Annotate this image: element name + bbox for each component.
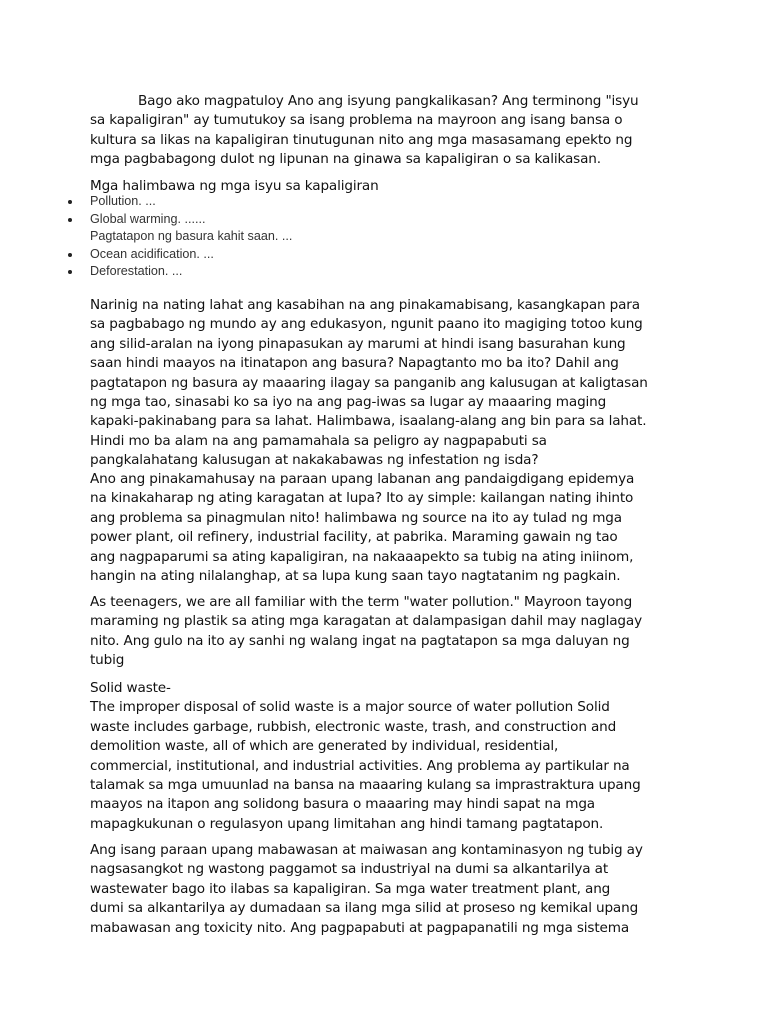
list-item: Pagtatapon ng basura kahit saan. ... [90, 229, 293, 244]
text-line: ang silid-aralan na iyong pinapasukan ay marumi at hindi isang basurahan kung [90, 335, 626, 352]
text-line: tubig [90, 652, 125, 669]
examples-heading: Mga halimbawa ng mga isyu sa kapaligiran [90, 178, 379, 194]
text-line: kultura sa likas na kapaligiran tinutugunan nito ang mga masasamang epekto ng [90, 131, 633, 148]
text-line: Ano ang pinakamahusay na paraan upang labanan ang pandaigdigang epidemya [90, 471, 635, 487]
text-line: mga pagbabagong dulot ng lipunan na ginawa sa kapaligiran o sa kalikasan. [90, 151, 601, 168]
bullet-icon [68, 270, 72, 274]
text-line: sa pagbabago ng mundo ay ang edukasyon, ngunit paano ito magiging totoo kung [90, 316, 643, 333]
examples-list [66, 193, 666, 281]
text-line: ang nagpaparumi sa ating kapaligiran, na nakaaapekto sa tubig na ating iniinom, [90, 548, 634, 565]
text-line: maayos na itapon ang solidong basura o maaaring may hindi sapat na mga [90, 796, 595, 813]
bullet-icon [68, 218, 72, 222]
solid-waste-paragraph [90, 679, 690, 834]
text-line: mapagkukunan o regulasyon upang limitahan ang hindi tamang pagtatapon. [90, 815, 604, 832]
bullet-icon [68, 253, 72, 257]
text-line: Solid waste- [90, 680, 171, 696]
text-line: Bago ako magpatuloy Ano ang isyung pangkalikasan? Ang terminong "isyu [138, 93, 639, 109]
text-line: Narinig na nating lahat ang kasabihan na ang pinakamabisang, kasangkapan para [90, 297, 640, 313]
text-line: As teenagers, we are all familiar with the term "water pollution." Mayroon tayong [90, 594, 633, 610]
list-item: Global warming. ...... [66, 211, 666, 229]
text-line: The improper disposal of solid waste is a major source of water pollution Solid [90, 699, 610, 716]
text-line: na kinakaharap ng ating karagatan at lupa? Ito ay simple: kailangan nating ihinto [90, 490, 634, 507]
text-line: demolition waste, all of which are generated by individual, residential, [90, 738, 559, 755]
text-line: saan hindi maayos na itinatapon ang basura? Napagtanto mo ba ito? Dahil ang [90, 355, 619, 372]
epidemic-paragraph [90, 470, 690, 586]
text-line: talamak sa mga umuunlad na bansa na maaaring kulang sa imprastraktura upang [90, 777, 641, 794]
text-line: mabawasan ang toxicity nito. Ang pagpapabuti at pagpapanatili ng mga sistema [90, 919, 630, 936]
text-line: wastewater bago ito ilabas sa kapaligiran. Sa mga water treatment plant, ang [90, 880, 611, 897]
list-item: Pollution. ... [66, 193, 666, 211]
text-line: commercial, institutional, and industrial activities. Ang problema ay partikular na [90, 757, 630, 774]
list-item: Deforestation. ... [66, 263, 666, 281]
text-line: Ang isang paraan upang mabawasan at maiwasan ang kontaminasyon ng tubig ay [90, 842, 643, 858]
text-line: ang problema sa pinagmulan nito! halimbawa ng source na ito ay tulad ng mga [90, 509, 622, 526]
list-item: Ocean acidification. ... [66, 246, 666, 264]
text-line: sa kapaligiran" ay tumutukoy sa isang problema na mayroon ang isang bansa o [90, 112, 623, 129]
text-line: pagtatapon ng basura ay maaaring ilagay sa panganib ang kalusugan at kaligtasan [90, 374, 648, 391]
text-line: pangkalahatang kalusugan at nakakabawas ng infestation ng isda? [90, 452, 539, 469]
text-line: Hindi mo ba alam na ang pamamahala sa peligro ay nagpapabuti sa [90, 432, 547, 449]
text-line: nito. Ang gulo na ito ay sanhi ng walang ingat na pagtatapon sa mga daluyan ng [90, 632, 630, 649]
text-line: ng mga tao, sinasabi ko sa iyo na ang pag-iwas sa lugar ay maaaring maging [90, 394, 607, 411]
text-line: kapaki-pakinabang para sa lahat. Halimbawa, isaalang-alang ang bin para sa lahat. [90, 413, 647, 430]
education-paragraph [90, 296, 690, 471]
text-line: power plant, oil refinery, industrial facility, at pabrika. Maraming gawain ng tao [90, 529, 618, 546]
text-line: hangin na ating nilalanghap, at sa lupa kung saan tayo nagtatanim ng pagkain. [90, 568, 621, 585]
bullet-icon [68, 200, 72, 204]
text-line: nagsasangkot ng wastong paggamot sa industriyal na dumi sa alkantarilya at [90, 861, 609, 878]
intro-paragraph [90, 92, 690, 170]
text-line: dumi sa alkantarilya ay dumadaan sa ilang mga silid at proseso ng kemikal upang [90, 900, 639, 917]
text-line: maraming ng plastik sa ating mga karagatan at dalampasigan dahil may naglagay [90, 613, 642, 630]
teenagers-paragraph [90, 593, 690, 671]
treatment-paragraph [90, 841, 690, 938]
text-line: waste includes garbage, rubbish, electronic waste, trash, and construction and [90, 718, 617, 735]
